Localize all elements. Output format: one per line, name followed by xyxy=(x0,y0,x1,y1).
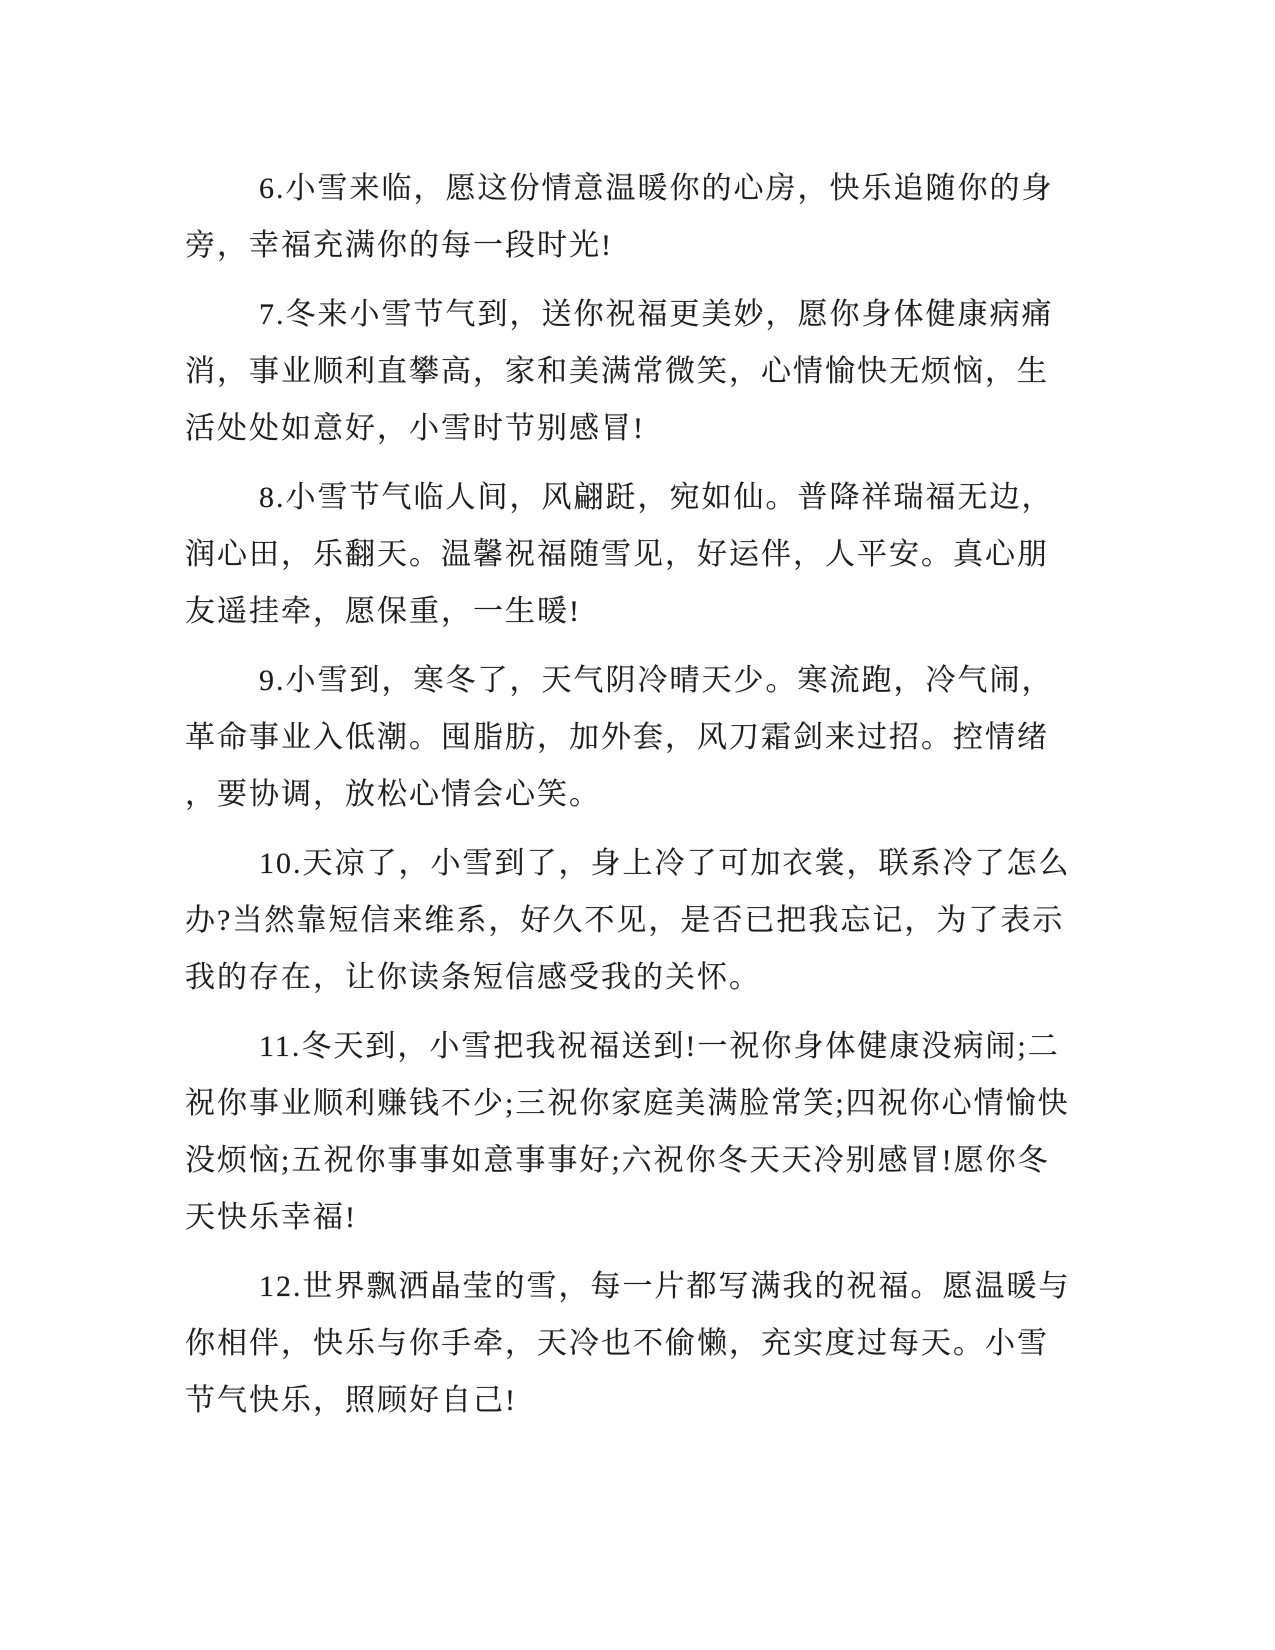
paragraph-10: 10.天凉了，小雪到了，身上冷了可加衣裳，联系冷了怎么办?当然靠短信来维系，好久不见，是否已把我忘记，为了表示我的存在，让你读条短信感受我的关怀。 xyxy=(185,847,1071,994)
paragraph-7: 7.冬来小雪节气到，送你祝福更美妙，愿你身体健康病痛消，事业顺利直攀高，家和美满常微笑，心情愉快无烦恼，生活处处如意好，小雪时节别感冒! xyxy=(185,298,1054,445)
paragraph-11: 11.冬天到，小雪把我祝福送到!一祝你身体健康没病闹;二祝你事业顺利赚钱不少;三祝你家庭美满脸常笑;四祝你心情愉快没烦恼;五祝你事事如意事事好;六祝你冬天天冷别感冒!愿你冬天快乐幸福! xyxy=(185,1030,1070,1234)
document-body xyxy=(185,160,1080,1441)
paragraph-12: 12.世界飘洒晶莹的雪，每一片都写满我的祝福。愿温暖与你相伴，快乐与你手牵，天冷也不偷懒，充实度过每天。小雪节气快乐，照顾好自己! xyxy=(185,1270,1071,1417)
paragraph-6: 6.小雪来临，愿这份情意温暖你的心房，快乐追随你的身旁，幸福充满你的每一段时光! xyxy=(185,172,1054,262)
paragraph-8: 8.小雪节气临人间，风翩跹，宛如仙。普降祥瑞福无边，润心田，乐翻天。温馨祝福随雪见，好运伴，人平安。真心朋友遥挂牵，愿保重，一生暖! xyxy=(185,481,1054,628)
paragraph-9: 9.小雪到，寒冬了，天气阴冷晴天少。寒流跑，冷气闹，革命事业入低潮。囤脂肪，加外套，风刀霜剑来过招。控情绪，要协调，放松心情会心笑。 xyxy=(185,664,1054,811)
